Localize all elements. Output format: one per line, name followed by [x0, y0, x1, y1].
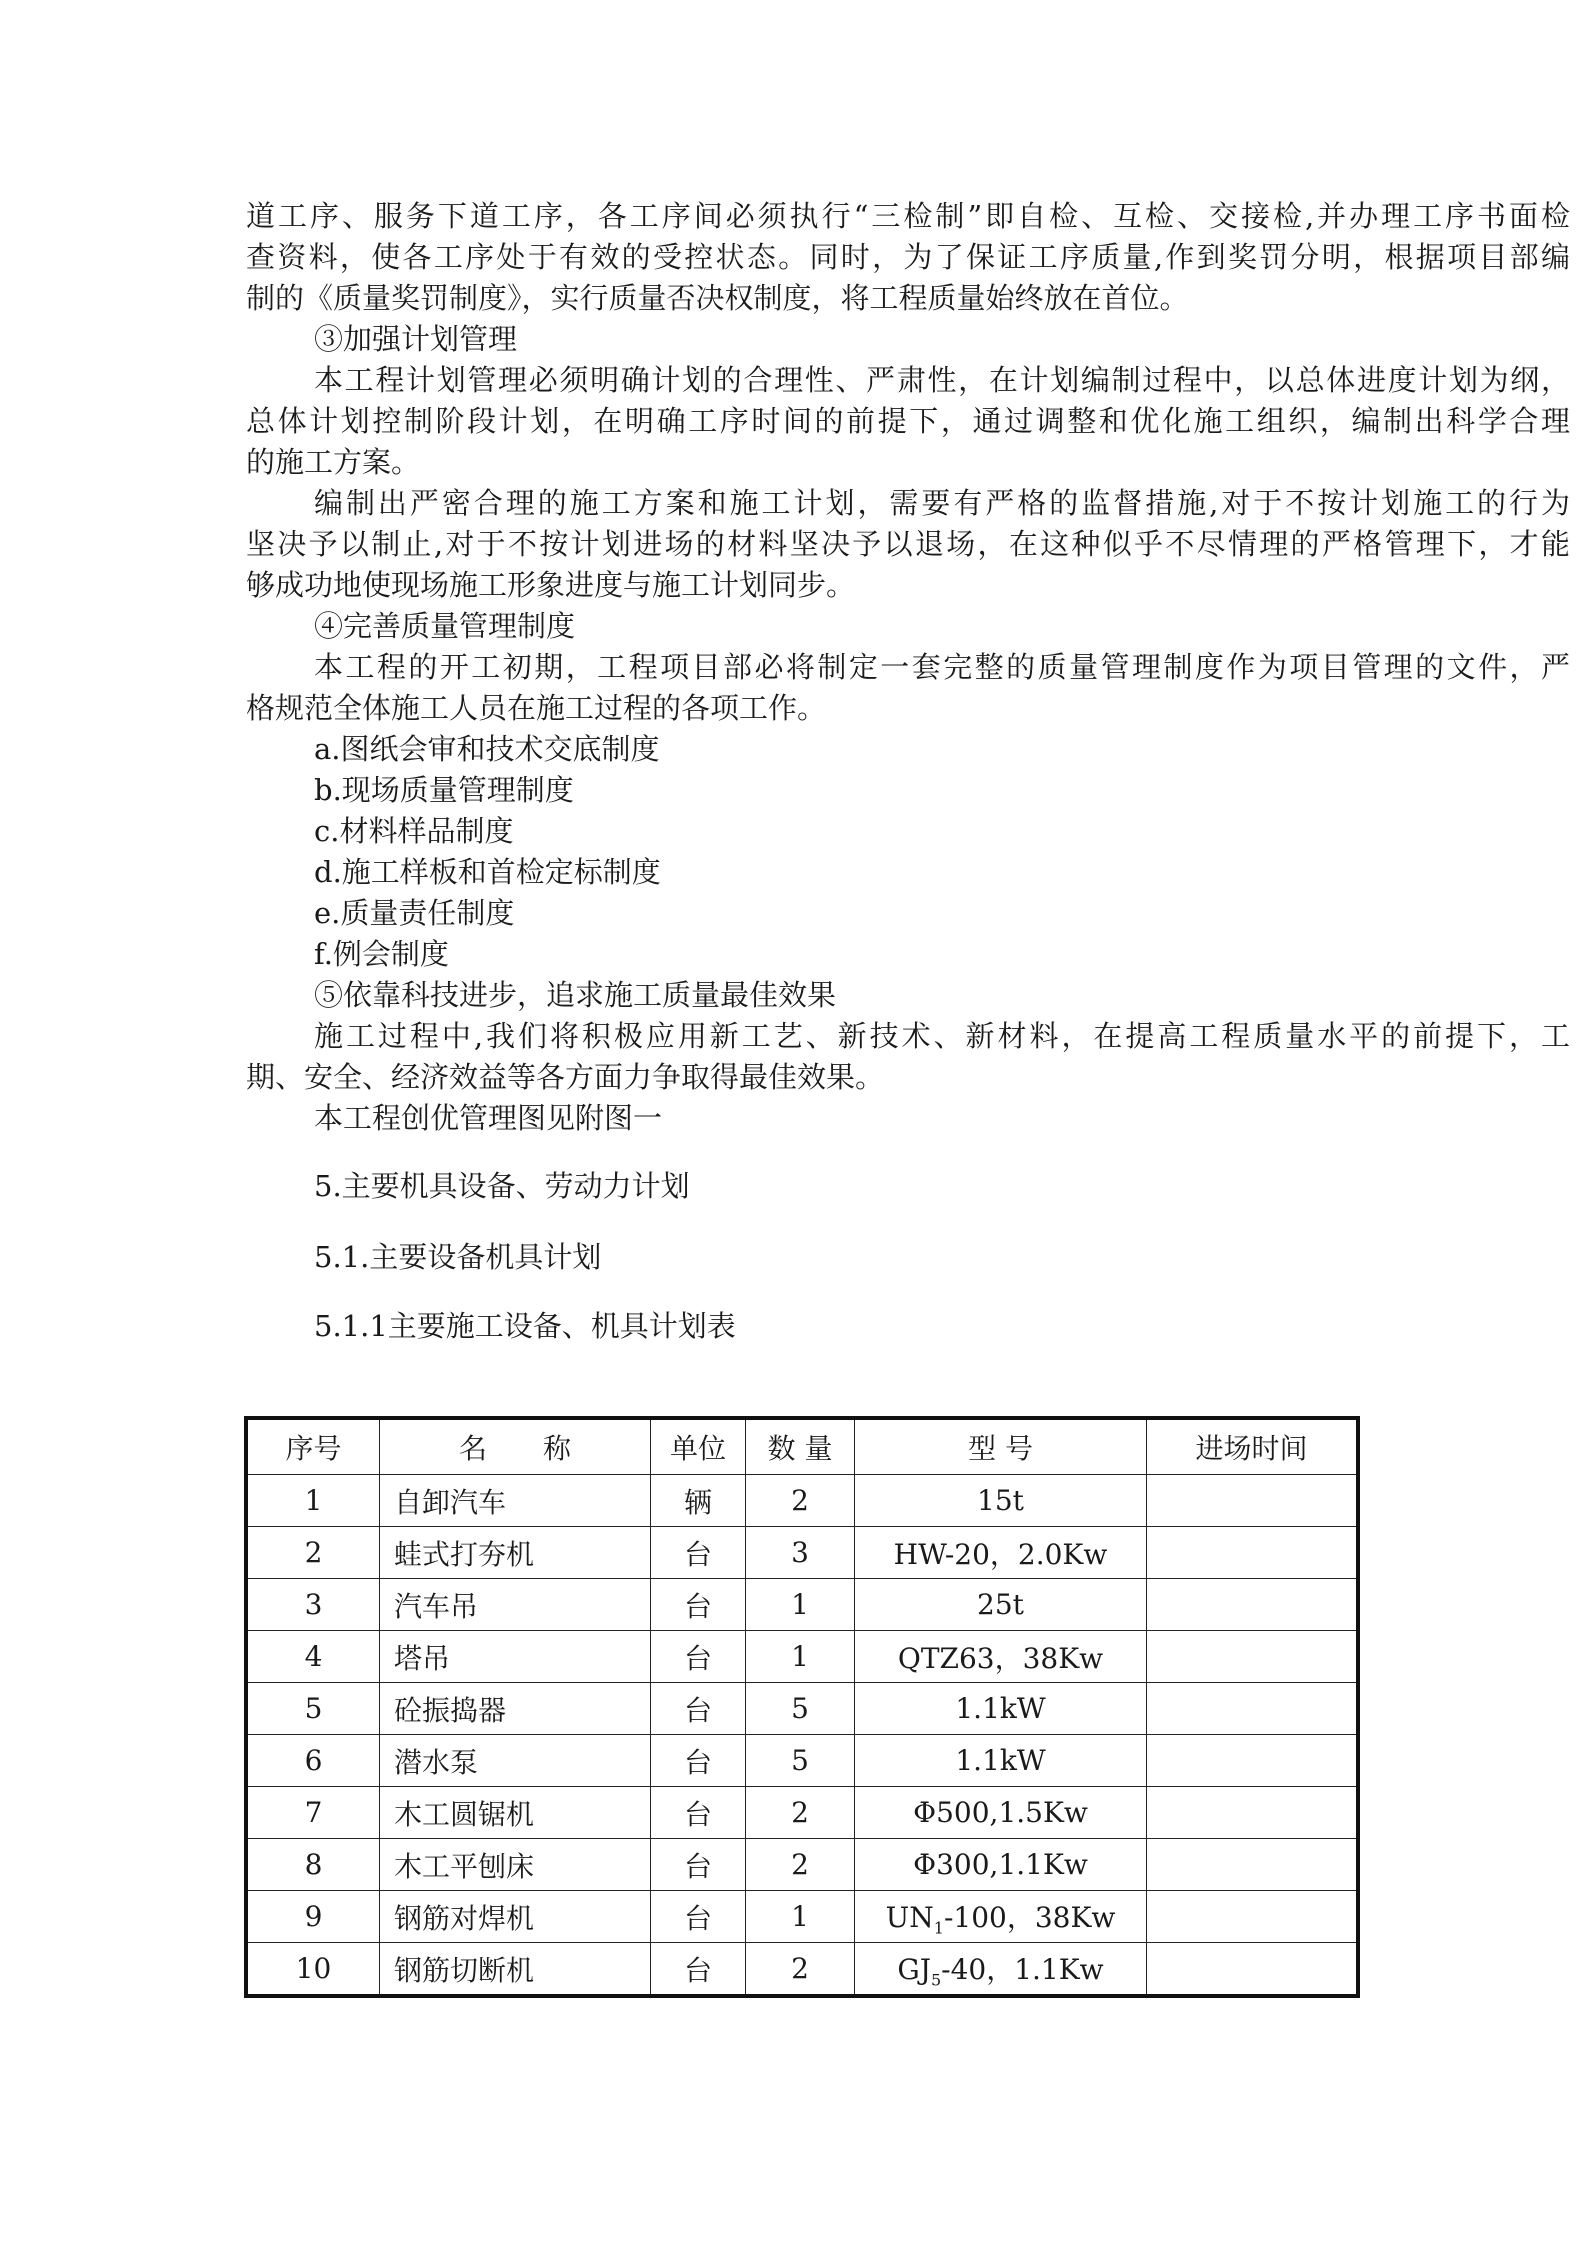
paragraph-quality-system — [246, 647, 1570, 729]
cell-qty: 5 — [746, 1735, 855, 1787]
paragraph-plan-management — [246, 360, 1570, 483]
cell-name: 钢筋对焊机 — [380, 1891, 651, 1943]
list-item: d.施工样板和首检定标制度 — [314, 855, 661, 889]
cell-qty: 2 — [746, 1839, 855, 1891]
cell-no: 2 — [246, 1527, 380, 1579]
cell-qty: 1 — [746, 1891, 855, 1943]
text-line: 够成功地使现场施工形象进度与施工计划同步。 — [246, 568, 856, 602]
table-row — [246, 1475, 1358, 1527]
subheading-plan-management — [246, 319, 1570, 360]
text-line: 期、安全、经济效益等各方面力争取得最佳效果。 — [246, 1060, 885, 1094]
text-line: 查资料，使各工序处于有效的受控状态。同时，为了保证工序质量,作到奖罚分明，根据项目部编 — [246, 240, 1570, 274]
cell-no: 8 — [246, 1839, 380, 1891]
cell-name: 砼振捣器 — [380, 1683, 651, 1735]
cell-model: 1.1kW — [855, 1735, 1147, 1787]
cell-qty: 2 — [746, 1475, 855, 1527]
model-suffix: -40，1.1Kw — [941, 1952, 1104, 1986]
cell-unit: 台 — [651, 1839, 746, 1891]
subheading-text: ⑤依靠科技进步，追求施工质量最佳效果 — [314, 978, 837, 1012]
list-item: a.图纸会审和技术交底制度 — [314, 732, 660, 766]
text-line: 制的《质量奖罚制度》，实行质量否决权制度，将工程质量始终放在首位。 — [246, 281, 1189, 315]
model-subscript: 5 — [930, 1970, 942, 1990]
text-line: 本工程计划管理必须明确计划的合理性、严肃性，在计划编制过程中，以总体进度计划为纲， — [314, 363, 1570, 397]
cell-entry-time — [1147, 1735, 1359, 1787]
paragraph-appendix-ref — [246, 1098, 1570, 1139]
table-row — [246, 1735, 1358, 1787]
text-line: 道工序、服务下道工序，各工序间必须执行“三检制”即自检、互检、交接检,并办理工序书面检 — [246, 199, 1570, 233]
table-row — [246, 1943, 1358, 1997]
header-unit: 单位 — [651, 1418, 746, 1475]
table-row — [246, 1891, 1358, 1943]
model-prefix: UN — [885, 1900, 934, 1934]
cell-entry-time — [1147, 1579, 1359, 1631]
cell-name: 木工圆锯机 — [380, 1787, 651, 1839]
cell-qty: 1 — [746, 1579, 855, 1631]
table-body — [246, 1475, 1358, 1997]
cell-unit: 台 — [651, 1787, 746, 1839]
cell-model: 15t — [855, 1475, 1147, 1527]
header-model: 型 号 — [855, 1418, 1147, 1475]
cell-unit: 台 — [651, 1631, 746, 1683]
list-item: c.材料样品制度 — [314, 814, 514, 848]
cell-qty: 2 — [746, 1943, 855, 1997]
list-item: f.例会制度 — [314, 937, 449, 971]
table-row — [246, 1527, 1358, 1579]
model-prefix: GJ — [897, 1952, 931, 1986]
header-name: 名 称 — [380, 1418, 651, 1475]
cell-model — [855, 1943, 1147, 1997]
cell-no: 6 — [246, 1735, 380, 1787]
cell-model: 25t — [855, 1579, 1147, 1631]
section-heading-5-1: 5.1.主要设备机具计划 — [314, 1240, 602, 1274]
subheading-quality-system — [246, 606, 1570, 647]
cell-model: QTZ63，38Kw — [855, 1631, 1147, 1683]
quality-system-list — [246, 729, 1570, 975]
table-row — [246, 1631, 1358, 1683]
cell-name: 塔吊 — [380, 1631, 651, 1683]
text-line: 施工过程中,我们将积极应用新工艺、新技术、新材料，在提高工程质量水平的前提下，工 — [314, 1019, 1570, 1053]
model-suffix: -100，38Kw — [943, 1900, 1116, 1934]
cell-entry-time — [1147, 1527, 1359, 1579]
model-subscript: 1 — [933, 1918, 944, 1938]
cell-model: Φ300,1.1Kw — [855, 1839, 1147, 1891]
text-line: 本工程创优管理图见附图一 — [314, 1101, 663, 1135]
paragraph-quality-inspection — [246, 196, 1570, 319]
cell-unit: 台 — [651, 1943, 746, 1997]
cell-unit: 台 — [651, 1735, 746, 1787]
cell-no: 10 — [246, 1943, 380, 1997]
text-line: 编制出严密合理的施工方案和施工计划，需要有严格的监督措施,对于不按计划施工的行为 — [314, 486, 1570, 520]
cell-no: 7 — [246, 1787, 380, 1839]
cell-qty: 2 — [746, 1787, 855, 1839]
text-line: 格规范全体施工人员在施工过程的各项工作。 — [246, 691, 827, 725]
cell-entry-time — [1147, 1683, 1359, 1735]
cell-unit: 台 — [651, 1579, 746, 1631]
cell-unit: 台 — [651, 1527, 746, 1579]
cell-entry-time — [1147, 1475, 1359, 1527]
cell-model: Φ500,1.5Kw — [855, 1787, 1147, 1839]
cell-no: 9 — [246, 1891, 380, 1943]
list-item: b.现场质量管理制度 — [314, 773, 574, 807]
cell-no: 1 — [246, 1475, 380, 1527]
text-line: 总体计划控制阶段计划，在明确工序时间的前提下，通过调整和优化施工组织，编制出科学合理 — [246, 404, 1570, 438]
cell-entry-time — [1147, 1631, 1359, 1683]
cell-entry-time — [1147, 1943, 1359, 1997]
section-heading-5: 5.主要机具设备、劳动力计划 — [314, 1169, 690, 1203]
cell-qty: 3 — [746, 1527, 855, 1579]
cell-name: 自卸汽车 — [380, 1475, 651, 1527]
list-item: e.质量责任制度 — [314, 896, 515, 930]
cell-no: 5 — [246, 1683, 380, 1735]
cell-model: HW-20，2.0Kw — [855, 1527, 1147, 1579]
subheading-text: ④完善质量管理制度 — [314, 609, 576, 643]
equipment-plan-table — [244, 1416, 1360, 1998]
paragraph-technology — [246, 1016, 1570, 1098]
subheading-technology — [246, 975, 1570, 1016]
cell-no: 3 — [246, 1579, 380, 1631]
cell-qty: 5 — [746, 1683, 855, 1735]
table-row — [246, 1683, 1358, 1735]
table-row — [246, 1839, 1358, 1891]
cell-entry-time — [1147, 1787, 1359, 1839]
cell-name: 木工平刨床 — [380, 1839, 651, 1891]
header-qty: 数 量 — [746, 1418, 855, 1475]
cell-unit: 台 — [651, 1891, 746, 1943]
cell-unit: 辆 — [651, 1475, 746, 1527]
cell-entry-time — [1147, 1891, 1359, 1943]
cell-name: 蛙式打夯机 — [380, 1527, 651, 1579]
cell-model — [855, 1891, 1147, 1943]
table-header — [246, 1418, 1358, 1475]
cell-qty: 1 — [746, 1631, 855, 1683]
cell-model: 1.1kW — [855, 1683, 1147, 1735]
cell-unit: 台 — [651, 1683, 746, 1735]
text-line: 的施工方案。 — [246, 445, 421, 479]
paragraph-supervision — [246, 483, 1570, 606]
header-no: 序号 — [246, 1418, 380, 1475]
cell-entry-time — [1147, 1839, 1359, 1891]
cell-name: 潜水泵 — [380, 1735, 651, 1787]
cell-name: 汽车吊 — [380, 1579, 651, 1631]
subheading-text: ③加强计划管理 — [314, 322, 518, 356]
text-line: 坚决予以制止,对于不按计划进场的材料坚决予以退场，在这种似乎不尽情理的严格管理下，才能 — [246, 527, 1570, 561]
table-row — [246, 1787, 1358, 1839]
header-entry-time: 进场时间 — [1147, 1418, 1359, 1475]
text-line: 本工程的开工初期，工程项目部必将制定一套完整的质量管理制度作为项目管理的文件，严 — [314, 650, 1570, 684]
section-heading-5-1-1: 5.1.1主要施工设备、机具计划表 — [314, 1309, 736, 1343]
cell-no: 4 — [246, 1631, 380, 1683]
cell-name: 钢筋切断机 — [380, 1943, 651, 1997]
table-header-row — [246, 1418, 1358, 1475]
table-row — [246, 1579, 1358, 1631]
